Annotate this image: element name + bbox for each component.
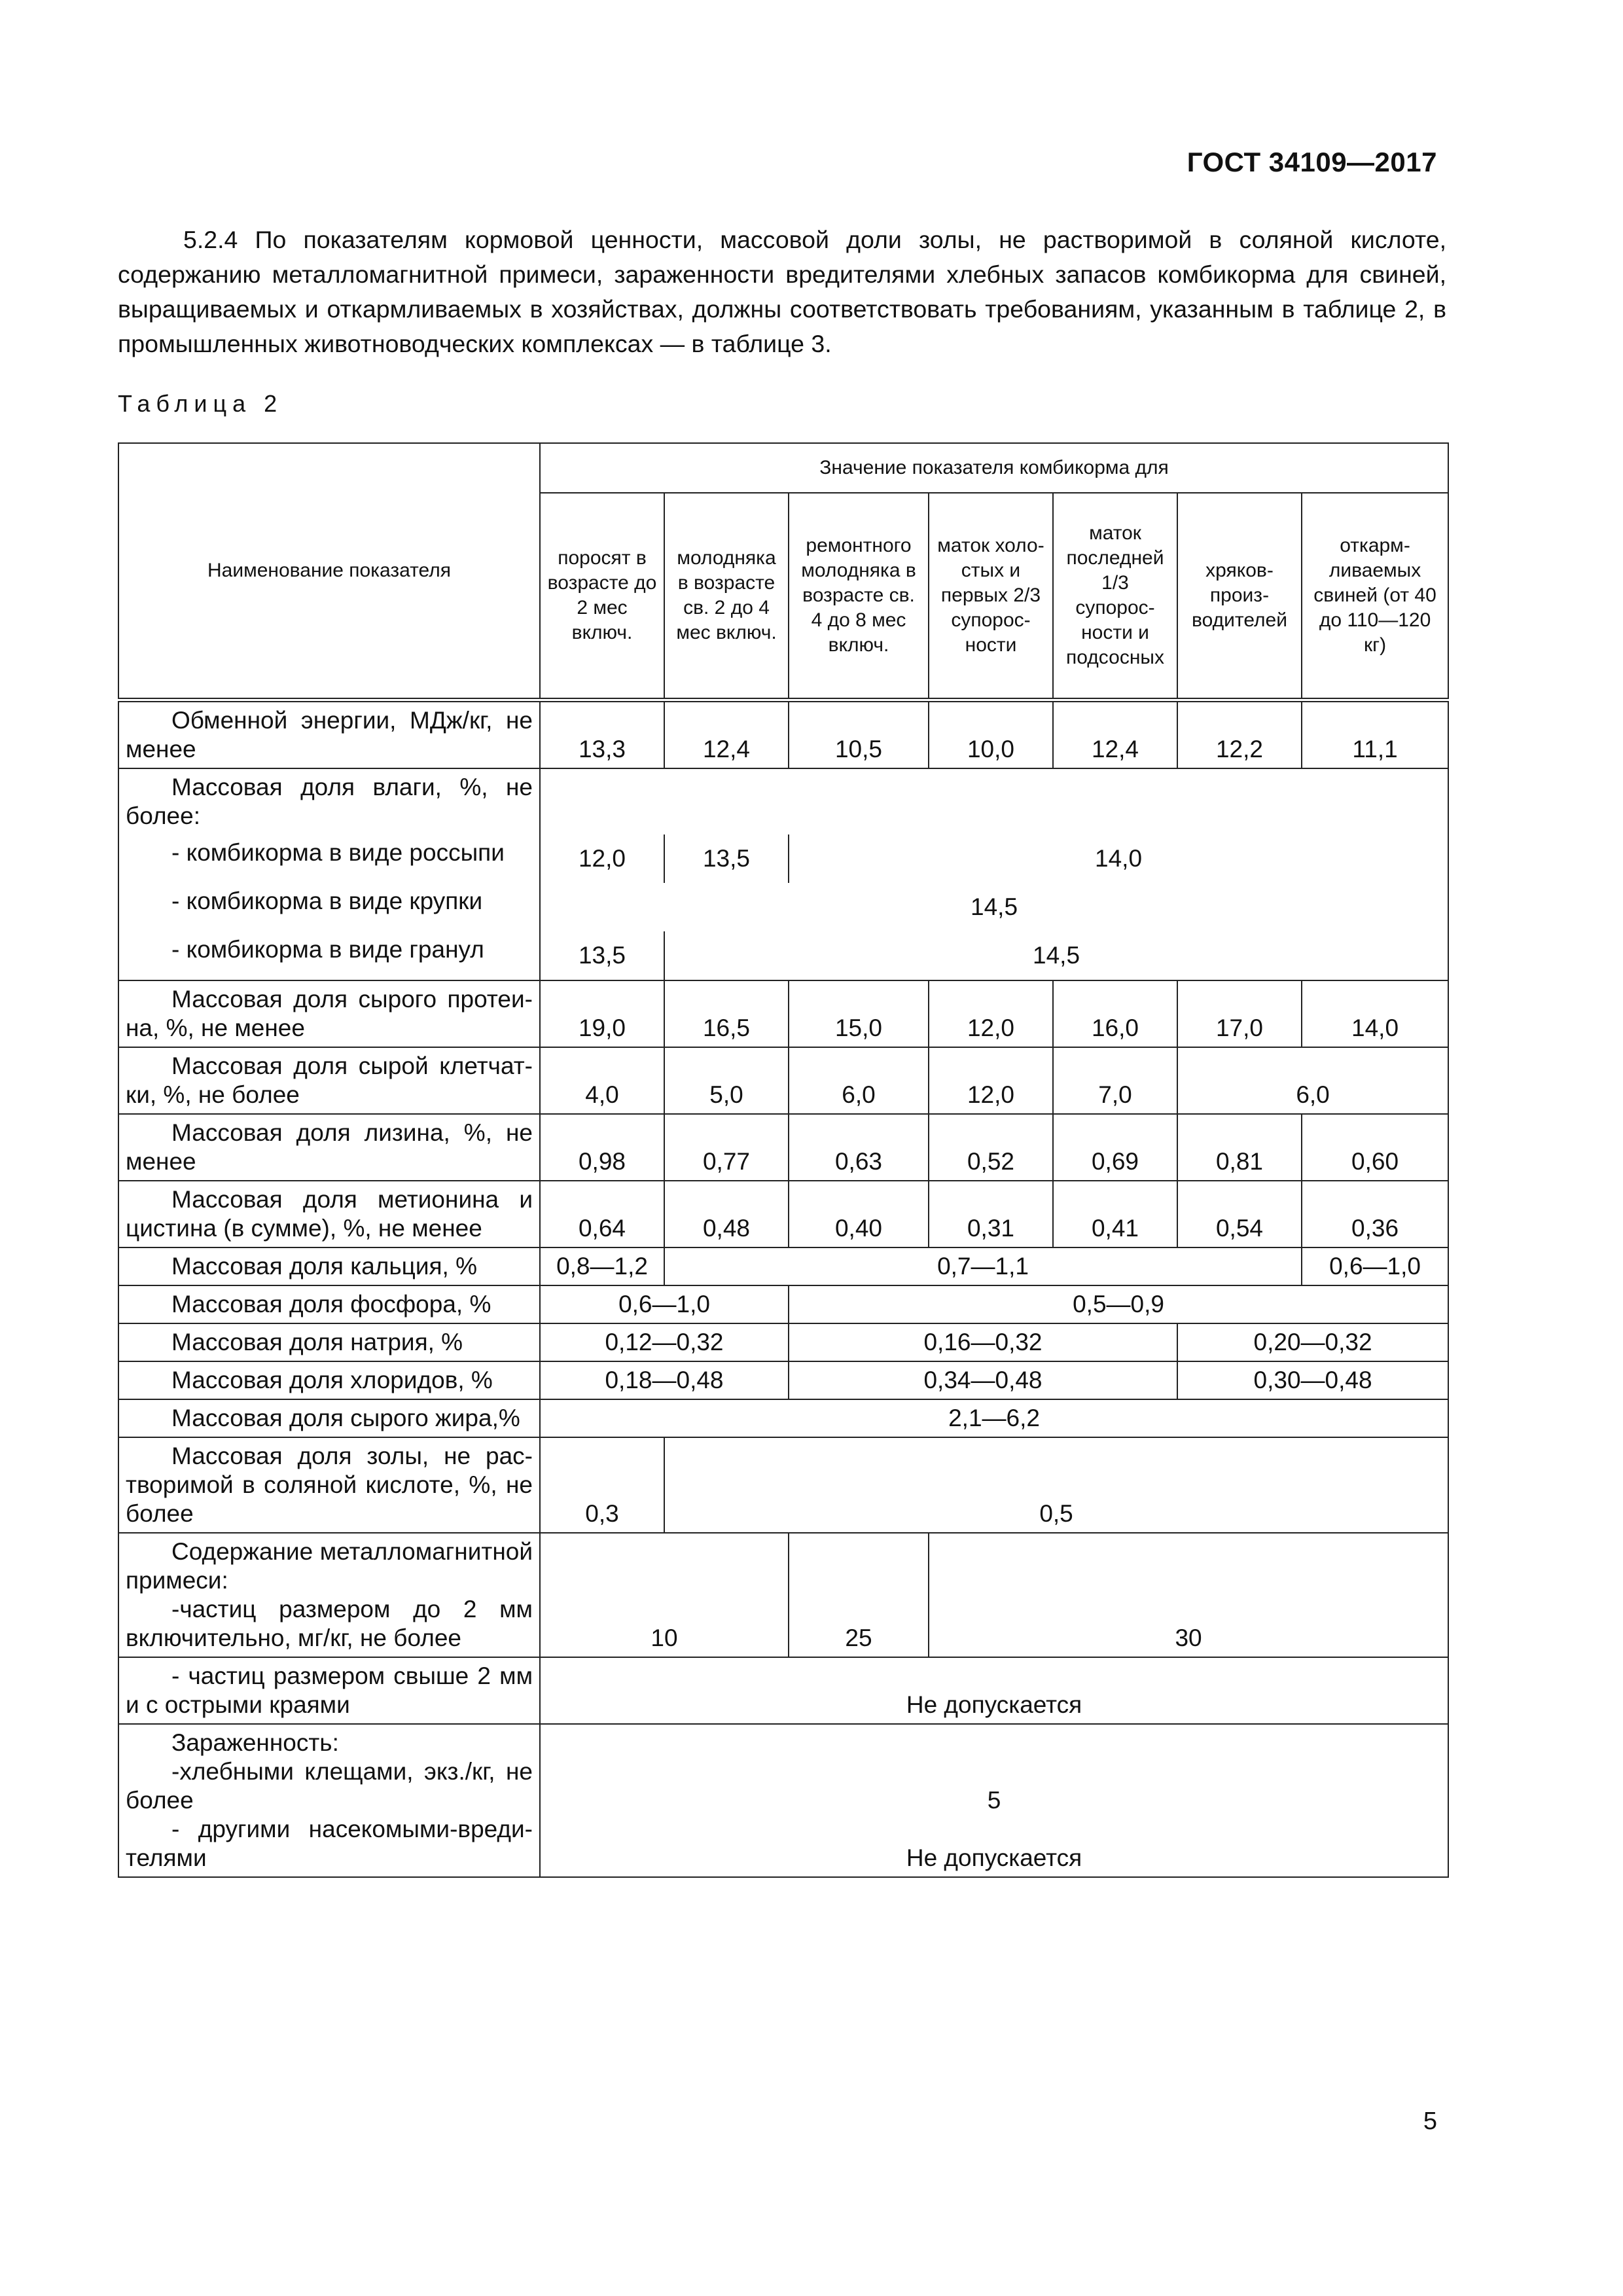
- row-label: Зараженность: -хлебными клещами, экз./кг, не более - другими насекомыми-вредителями: [118, 1724, 540, 1877]
- cell: 0,30—0,48: [1177, 1361, 1448, 1399]
- cell: 0,6—1,0: [1302, 1247, 1448, 1285]
- cell: 0,6—1,0: [540, 1285, 789, 1323]
- cell: 16,5: [664, 980, 789, 1047]
- table-row: [118, 700, 1448, 769]
- cell: 14,0: [1302, 980, 1448, 1047]
- row-label: - комбикорма в виде россыпи: [118, 834, 540, 883]
- empty-cell: [789, 768, 929, 834]
- table-row: [118, 1181, 1448, 1247]
- cell: 30: [929, 1533, 1448, 1657]
- row-label: Массовая доля метионина и цистина (в сумме), %, не менее: [118, 1181, 540, 1247]
- cell: 6,0: [1177, 1047, 1448, 1114]
- cell: 0,8—1,2: [540, 1247, 664, 1285]
- cell: 0,18—0,48: [540, 1361, 789, 1399]
- cell: 5,0: [664, 1047, 789, 1114]
- cell: 0,5: [664, 1437, 1448, 1533]
- header-group: Значение показателя комбикорма для: [540, 443, 1448, 493]
- cell: 12,0: [540, 834, 664, 883]
- empty-cell: [664, 768, 789, 834]
- table-row: [118, 1361, 1448, 1399]
- cell: 12,4: [1053, 700, 1177, 769]
- empty-cell: [1302, 768, 1448, 834]
- cell: 11,1: [1302, 700, 1448, 769]
- cell: 0,64: [540, 1181, 664, 1247]
- cell: 12,0: [929, 1047, 1053, 1114]
- cell: 0,98: [540, 1114, 664, 1181]
- cell: 10,0: [929, 700, 1053, 769]
- cell: 13,5: [664, 834, 789, 883]
- cell: 13,5: [540, 931, 664, 980]
- intro-paragraph: [118, 223, 1446, 361]
- cell: 0,12—0,32: [540, 1323, 789, 1361]
- cell: 15,0: [789, 980, 929, 1047]
- table-row: [118, 980, 1448, 1047]
- row-label: Массовая доля сырой клетчатки, %, не более: [118, 1047, 540, 1114]
- cell: 0,34—0,48: [789, 1361, 1177, 1399]
- header-col-sows-late: маток последней 1/3 супоросности и подсосных: [1053, 493, 1177, 700]
- requirements-table: [118, 442, 1449, 1878]
- row-label: Массовая доля фосфора, %: [118, 1285, 540, 1323]
- header-col-boars: хряков-производителей: [1177, 493, 1302, 700]
- table-row: [118, 768, 1448, 834]
- cell: Не допускается: [540, 1657, 1448, 1724]
- cell: 0,81: [1177, 1114, 1302, 1181]
- cell: 0,54: [1177, 1181, 1302, 1247]
- cell: 0,60: [1302, 1114, 1448, 1181]
- table-row: [118, 931, 1448, 980]
- cell: 0,77: [664, 1114, 789, 1181]
- header-col-replacement: ремонтного молодняка в возрасте св. 4 до 8 мес включ.: [789, 493, 929, 700]
- cell: 10: [540, 1533, 789, 1657]
- cell: 25: [789, 1533, 929, 1657]
- table-caption: Таблица 2: [118, 390, 283, 417]
- cell: 0,48: [664, 1181, 789, 1247]
- table-row: [118, 1399, 1448, 1437]
- cell: 16,0: [1053, 980, 1177, 1047]
- cell: 12,0: [929, 980, 1053, 1047]
- cell: 0,40: [789, 1181, 929, 1247]
- cell: [540, 1724, 1448, 1877]
- row-label: - комбикорма в виде крупки: [118, 883, 540, 931]
- table-row: [118, 1114, 1448, 1181]
- cell: 0,7—1,1: [664, 1247, 1302, 1285]
- table-row: [118, 1533, 1448, 1657]
- cell: 19,0: [540, 980, 664, 1047]
- insects-value: Не допускается: [906, 1844, 1082, 1871]
- standard-designation: ГОСТ 34109—2017: [1186, 147, 1437, 177]
- table-row: [118, 1247, 1448, 1285]
- cell: 0,31: [929, 1181, 1053, 1247]
- mites-value: 5: [987, 1787, 1001, 1814]
- row-label: Массовая доля кальция, %: [118, 1247, 540, 1285]
- row-label: Содержание металломагнитной примеси: -частиц размером до 2 мм включительно, мг/кг, не более: [118, 1533, 540, 1657]
- cell: 10,5: [789, 700, 929, 769]
- cell: 0,3: [540, 1437, 664, 1533]
- header-col-young: молодняка в возрасте св. 2 до 4 мес включ.: [664, 493, 789, 700]
- cell: 6,0: [789, 1047, 929, 1114]
- table-row: [118, 1437, 1448, 1533]
- header-col-sows-early: маток холостых и первых 2/3 супоросности: [929, 493, 1053, 700]
- row-label: Массовая доля натрия, %: [118, 1323, 540, 1361]
- empty-cell: [540, 768, 664, 834]
- table-row: [118, 834, 1448, 883]
- cell: 0,69: [1053, 1114, 1177, 1181]
- table-row: [118, 1724, 1448, 1877]
- row-label: Массовая доля золы, не растворимой в соляной кислоте, %, не более: [118, 1437, 540, 1533]
- cell: 7,0: [1053, 1047, 1177, 1114]
- intro-text: 5.2.4 По показателям кормовой ценности, массовой доли золы, не растворимой в соляной кислоте, содержанию металломагнитной примеси, зараженности вредителями хлебных запасов комбикорма для свиней, выращиваемых и откармливаемых в хозяйствах, должны соответствовать требованиям, указанным в таблице 2, в промышленных животноводческих комплексах — в таблице 3.: [118, 226, 1446, 357]
- cell: 0,52: [929, 1114, 1053, 1181]
- empty-cell: [1053, 768, 1177, 834]
- empty-cell: [929, 768, 1053, 834]
- cell: 0,5—0,9: [789, 1285, 1448, 1323]
- row-label: Массовая доля лизина, %, не менее: [118, 1114, 540, 1181]
- cell: 14,0: [789, 834, 1448, 883]
- cell: 12,2: [1177, 700, 1302, 769]
- cell: 4,0: [540, 1047, 664, 1114]
- cell: 17,0: [1177, 980, 1302, 1047]
- header-col-piglets: поросят в возрасте до 2 мес включ.: [540, 493, 664, 700]
- row-label: - комбикорма в виде гранул: [118, 931, 540, 980]
- cell: 0,41: [1053, 1181, 1177, 1247]
- empty-cell: [1177, 768, 1302, 834]
- cell: 0,20—0,32: [1177, 1323, 1448, 1361]
- cell: 0,16—0,32: [789, 1323, 1177, 1361]
- cell: 12,4: [664, 700, 789, 769]
- page-number: 5: [1423, 2108, 1437, 2135]
- cell: 13,3: [540, 700, 664, 769]
- cell: 14,5: [664, 931, 1448, 980]
- cell: 2,1—6,2: [540, 1399, 1448, 1437]
- cell: 0,63: [789, 1114, 929, 1181]
- row-label: - частиц размером свыше 2 мм и с острыми краями: [118, 1657, 540, 1724]
- row-label: Массовая доля сырого жира,%: [118, 1399, 540, 1437]
- cell: 0,36: [1302, 1181, 1448, 1247]
- table-row: [118, 1047, 1448, 1114]
- row-label: Массовая доля влаги, %, не более:: [118, 768, 540, 834]
- row-label: Обменной энергии, МДж/кг, не менее: [118, 700, 540, 769]
- row-label: Массовая доля хлоридов, %: [118, 1361, 540, 1399]
- cell: 14,5: [540, 883, 1448, 931]
- table-row: [118, 1285, 1448, 1323]
- table-row: [118, 1323, 1448, 1361]
- header-indicator-name: Наименование показателя: [118, 443, 540, 700]
- header-col-fattening: откармливаемых свиней (от 40 до 110—120 кг): [1302, 493, 1448, 700]
- row-label: Массовая доля сырого протеина, %, не менее: [118, 980, 540, 1047]
- table-row: [118, 883, 1448, 931]
- table-row: [118, 1657, 1448, 1724]
